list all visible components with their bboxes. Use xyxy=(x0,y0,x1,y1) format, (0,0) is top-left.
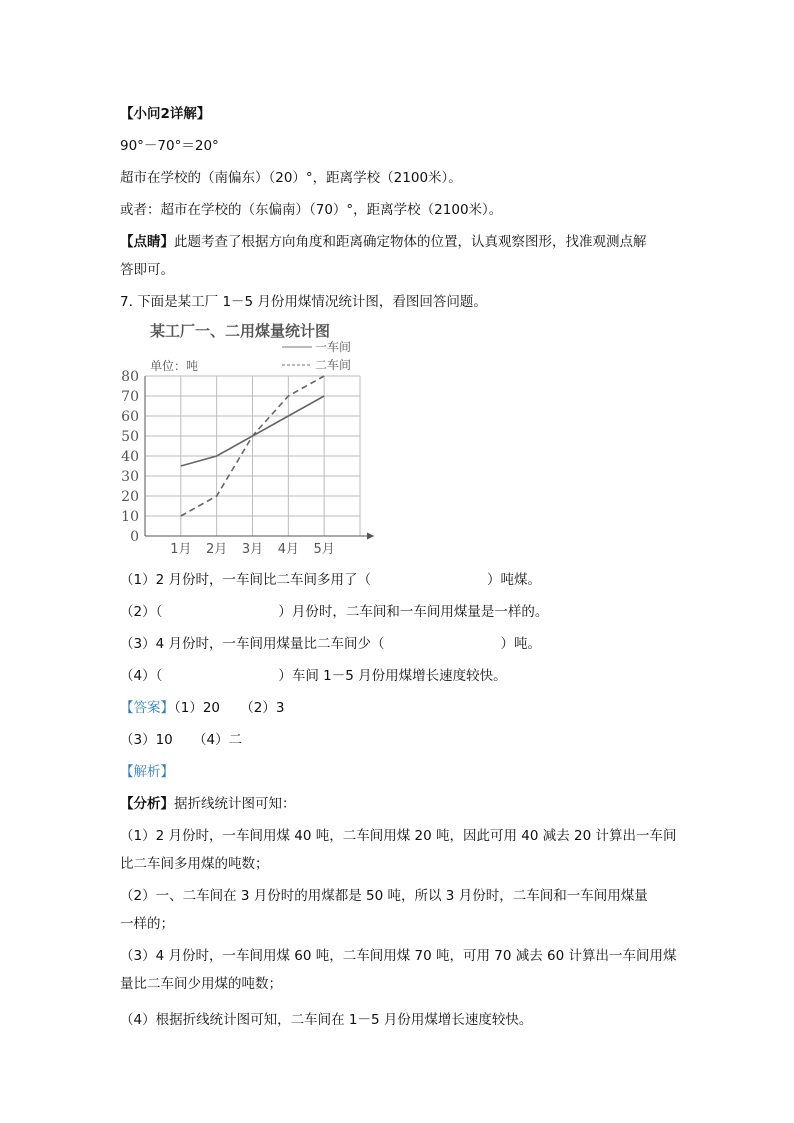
fenxi-text: 据折线统计图可知： xyxy=(174,796,296,812)
q7-sub1-text-b: ）吨煤。 xyxy=(486,572,541,588)
q7-sub2 xyxy=(120,602,548,622)
chart-title: 某工厂一、二用煤量统计图 xyxy=(150,322,331,340)
fenxi-label: 【分析】 xyxy=(120,796,174,812)
analysis-p4: （4）根据折线统计图可知，二车间在 1－5 月份用煤增长速度较快。 xyxy=(120,1012,533,1028)
line-chart xyxy=(110,316,400,562)
analysis-p1-line1: （1）2 月份时，一车间用煤 40 吨，二车间用煤 20 吨，因此可用 40 减去 20 计算出一车间 xyxy=(120,828,677,844)
analysis-p1-line2: 比二车间多用煤的吨数； xyxy=(120,856,269,872)
analysis-p2-line2: 一样的； xyxy=(120,916,174,932)
q7-sub2-text-a: （2）（ xyxy=(120,604,163,620)
q7-sub4-text-a: （4）（ xyxy=(120,668,163,684)
answer-text-1: （1）20 （2）3 xyxy=(174,700,285,716)
sub2-answer-2: 或者：超市在学校的（东偏南）（70）°，距离学校（2100米）。 xyxy=(120,202,503,218)
tip-line-2: 答即可。 xyxy=(120,262,174,278)
analysis-intro xyxy=(120,794,296,814)
x-axis-arrow xyxy=(367,533,374,540)
sub2-title: 【小问2详解】 xyxy=(120,106,211,122)
q7-sub4-text-b: ）车间 1－5 月份用煤增长速度较快。 xyxy=(278,668,507,684)
analysis-label: 【解析】 xyxy=(120,764,174,780)
x-tick-label: 4月 xyxy=(277,542,299,557)
tip-text-1: 此题考查了根据方向角度和距离确定物体的位置，认真观察图形，找准观测点解 xyxy=(174,234,647,250)
analysis-p2-line1: （2）一、二车间在 3 月份时的用煤都是 50 吨，所以 3 月份时，二车间和一车间用煤量 xyxy=(120,888,648,904)
y-tick-label: 80 xyxy=(121,369,139,385)
answer-line-2: （3）10 （4）二 xyxy=(120,732,243,748)
x-tick-label: 5月 xyxy=(313,542,335,557)
y-tick-label: 10 xyxy=(121,509,139,525)
sub2-calc: 90°－70°＝20° xyxy=(120,138,219,154)
x-tick-label: 2月 xyxy=(206,542,228,557)
q7-sub3 xyxy=(120,634,541,654)
q7-sub3-text-b: ）吨。 xyxy=(500,636,541,652)
q7-stem: 7. 下面是某工厂 1－5 月份用煤情况统计图，看图回答问题。 xyxy=(120,294,487,310)
answer-line-1 xyxy=(120,698,284,718)
tip-label: 【点睛】 xyxy=(120,234,174,250)
y-tick-label: 0 xyxy=(130,529,139,545)
chart-unit-label: 单位：吨 xyxy=(150,359,199,373)
q7-sub1-text-a: （1）2 月份时，一车间比二车间多用了（ xyxy=(120,572,371,588)
q7-sub1 xyxy=(120,570,541,590)
tip-line-1 xyxy=(120,232,647,252)
y-tick-label: 50 xyxy=(121,429,139,445)
q7-sub2-text-b: ）月份时，二车间和一车间用煤量是一样的。 xyxy=(278,604,549,620)
y-tick-label: 40 xyxy=(121,449,139,465)
chart-legend xyxy=(282,339,351,372)
x-tick-label: 3月 xyxy=(241,542,264,557)
y-tick-label: 30 xyxy=(121,469,139,485)
legend-label-1: 一车间 xyxy=(315,340,352,354)
q7-sub3-text-a: （3）4 月份时，一车间用煤量比二车间少（ xyxy=(120,636,385,652)
x-tick-label: 1月 xyxy=(170,542,192,557)
analysis-p3-line2: 量比二车间少用煤的吨数； xyxy=(120,976,282,992)
y-tick-label: 70 xyxy=(121,389,139,405)
analysis-p3-line1: （3）4 月份时，一车间用煤 60 吨，二车间用煤 70 吨，可用 70 减去 60 计算出一车间用煤 xyxy=(120,948,677,964)
q7-sub4 xyxy=(120,666,507,686)
sub2-answer-1: 超市在学校的（南偏东）（20）°，距离学校（2100米）。 xyxy=(120,170,462,186)
y-tick-label: 60 xyxy=(121,409,139,425)
answer-label: 【答案】 xyxy=(120,700,174,716)
legend-label-2: 二车间 xyxy=(315,358,352,372)
y-tick-label: 20 xyxy=(121,489,139,505)
